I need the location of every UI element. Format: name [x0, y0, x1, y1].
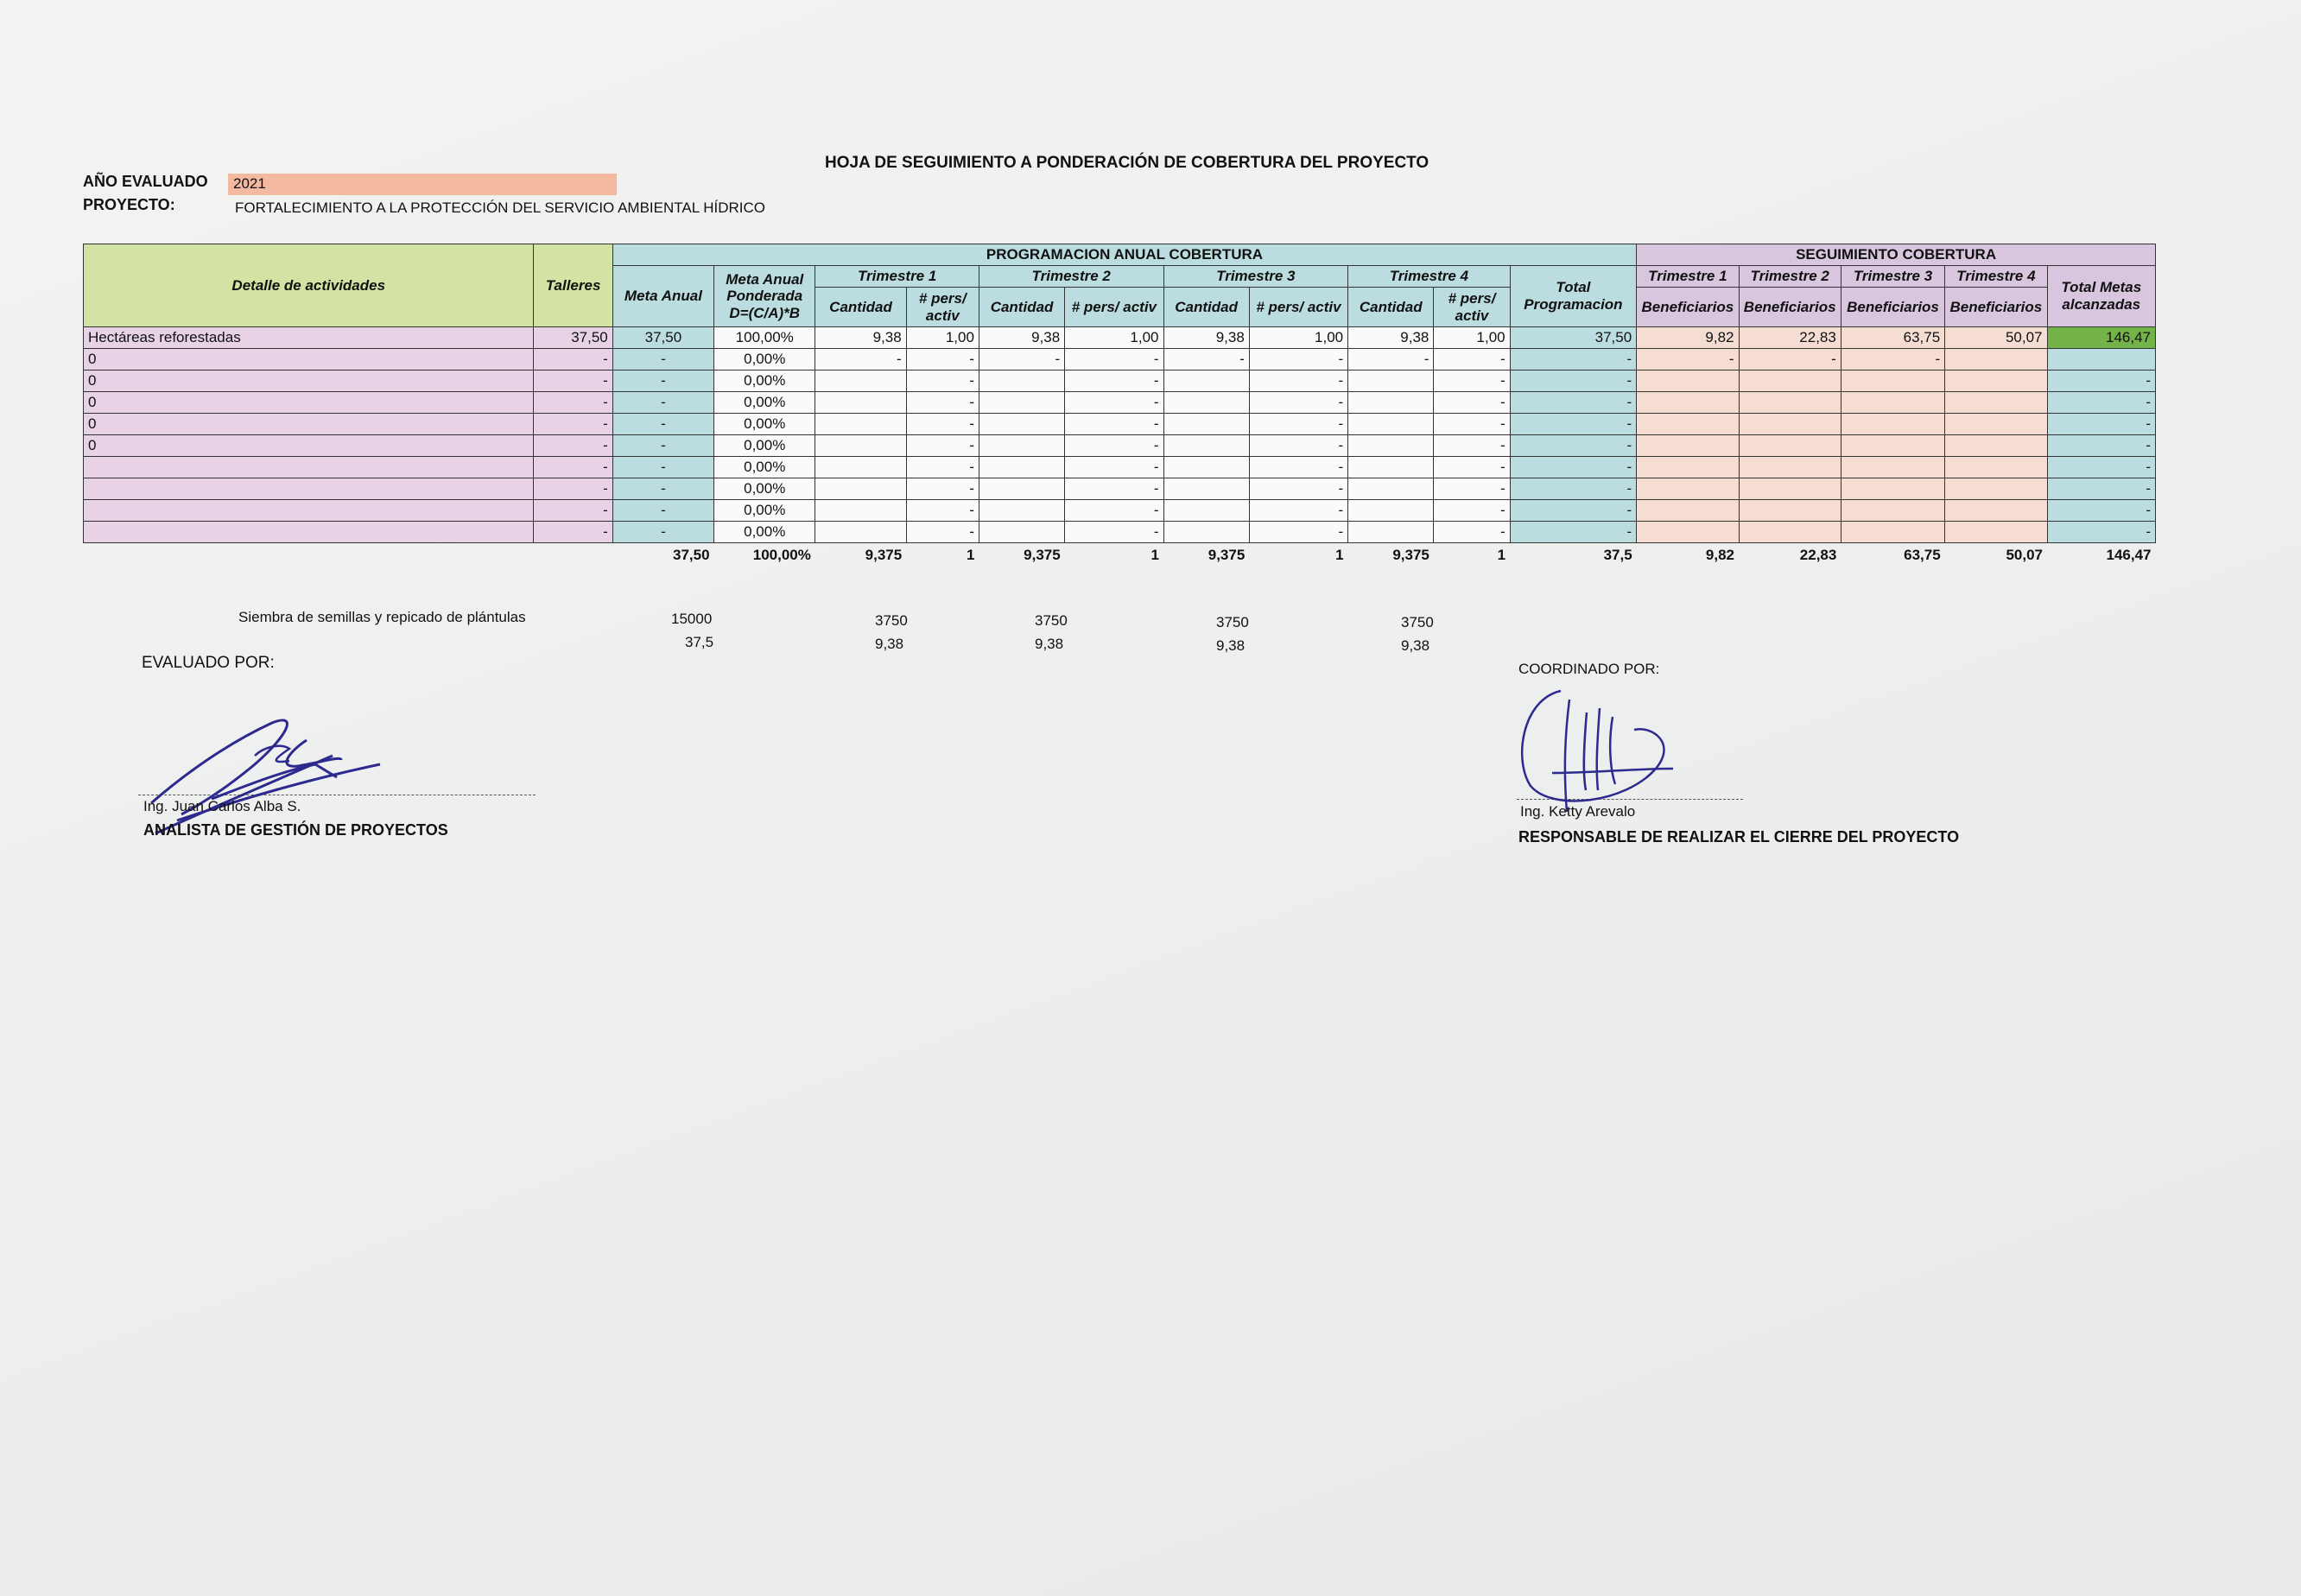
- cell-talleres: -: [534, 522, 612, 543]
- cell-seg-q4: [1945, 392, 2047, 414]
- evaluado-label: EVALUADO POR:: [142, 654, 275, 672]
- cell-seg-q1: [1637, 392, 1739, 414]
- cell-q3-cantidad: [1163, 457, 1249, 478]
- cell-talleres: -: [534, 435, 612, 457]
- evaluado-name: Ing. Juan Carlos Alba S.: [143, 798, 301, 814]
- total-q3-pers: 1: [1335, 547, 1344, 563]
- cell-seg-q2: [1739, 435, 1841, 457]
- cell-talleres: -: [534, 478, 612, 500]
- cell-q1-pers: -: [906, 500, 979, 522]
- year-highlight: [228, 174, 617, 195]
- cell-q4-cantidad: [1348, 392, 1434, 414]
- header-cantidad: Cantidad: [979, 288, 1064, 327]
- cell-total-metas: -: [2047, 435, 2155, 457]
- table-row: [84, 457, 2156, 478]
- cell-seg-q2: 22,83: [1739, 327, 1841, 349]
- cell-seg-q2: -: [1739, 349, 1841, 370]
- cell-total-programacion: -: [1510, 370, 1637, 392]
- cell-seg-q4: [1945, 349, 2047, 370]
- cell-q1-cantidad: -: [815, 349, 906, 370]
- header-pers: # pers/ activ: [1434, 288, 1510, 327]
- coverage-table: [83, 244, 2156, 567]
- cell-seg-q2: [1739, 500, 1841, 522]
- cell-q1-pers: -: [906, 522, 979, 543]
- cell-detalle: 0: [84, 414, 534, 435]
- total-seg-q2: 22,83: [1799, 547, 1837, 563]
- cell-meta-anual: -: [612, 414, 713, 435]
- header-seg-q1: Trimestre 1: [1637, 266, 1739, 288]
- header-total-metas: Total Metas alcanzadas: [2047, 266, 2155, 327]
- header-q3: Trimestre 3: [1163, 266, 1348, 288]
- cell-talleres: -: [534, 370, 612, 392]
- table-row: [84, 414, 2156, 435]
- header-beneficiarios: Beneficiarios: [1945, 288, 2047, 327]
- cell-q4-pers: -: [1434, 500, 1510, 522]
- cell-talleres: -: [534, 500, 612, 522]
- cell-q1-pers: -: [906, 349, 979, 370]
- header-seguimiento: SEGUIMIENTO COBERTURA: [1637, 244, 2156, 266]
- total-detalle: [84, 543, 534, 568]
- total-total-programacion: 37,5: [1603, 547, 1632, 563]
- cell-meta-anual: -: [612, 522, 713, 543]
- coordinado-name: Ing. Ketty Arevalo: [1520, 803, 1636, 820]
- cell-talleres: -: [534, 392, 612, 414]
- cell-total-programacion: -: [1510, 522, 1637, 543]
- cell-q1-cantidad: [815, 522, 906, 543]
- cell-q3-pers: -: [1249, 500, 1347, 522]
- cell-meta-anual: -: [612, 370, 713, 392]
- project-label: PROYECTO:: [83, 196, 175, 213]
- cell-meta-ponderada: 0,00%: [714, 370, 815, 392]
- cell-detalle: 0: [84, 435, 534, 457]
- cell-detalle: [84, 500, 534, 522]
- cell-meta-ponderada: 0,00%: [714, 392, 815, 414]
- total-q1-cantidad: 9,375: [865, 547, 903, 563]
- cell-total-metas: -: [2047, 414, 2155, 435]
- total-q4-pers: 1: [1497, 547, 1506, 563]
- cell-q3-pers: -: [1249, 370, 1347, 392]
- cell-seg-q2: [1739, 478, 1841, 500]
- cell-talleres: 37,50: [534, 327, 612, 349]
- cell-q1-cantidad: 9,38: [815, 327, 906, 349]
- cell-q2-cantidad: [979, 414, 1064, 435]
- cell-q2-pers: -: [1065, 478, 1163, 500]
- cell-q2-cantidad: [979, 370, 1064, 392]
- cell-detalle: 0: [84, 392, 534, 414]
- cell-total-metas: -: [2047, 370, 2155, 392]
- header-programacion: PROGRAMACION ANUAL COBERTURA: [612, 244, 1636, 266]
- cell-q1-cantidad: [815, 435, 906, 457]
- cell-seg-q3: [1841, 522, 1944, 543]
- cell-total-programacion: -: [1510, 457, 1637, 478]
- cell-seg-q1: [1637, 478, 1739, 500]
- cell-q4-cantidad: -: [1348, 349, 1434, 370]
- cell-detalle: Hectáreas reforestadas: [84, 327, 534, 349]
- cell-q2-cantidad: -: [979, 349, 1064, 370]
- cell-seg-q3: 63,75: [1841, 327, 1944, 349]
- total-q2-pers: 1: [1150, 547, 1160, 563]
- cell-meta-anual: -: [612, 392, 713, 414]
- header-pers: # pers/ activ: [1065, 288, 1163, 327]
- cell-q4-cantidad: [1348, 478, 1434, 500]
- table-row: [84, 370, 2156, 392]
- cell-seg-q3: [1841, 414, 1944, 435]
- cell-total-programacion: -: [1510, 414, 1637, 435]
- cell-meta-ponderada: 0,00%: [714, 522, 815, 543]
- header-cantidad: Cantidad: [1163, 288, 1249, 327]
- header-meta-ponderada: Meta Anual Ponderada D=(C/A)*B: [714, 266, 815, 327]
- cell-seg-q4: 50,07: [1945, 327, 2047, 349]
- cell-seg-q2: [1739, 457, 1841, 478]
- header-pers: # pers/ activ: [1249, 288, 1347, 327]
- cell-detalle: 0: [84, 349, 534, 370]
- table-row: [84, 392, 2156, 414]
- cell-q4-cantidad: [1348, 370, 1434, 392]
- cell-meta-ponderada: 0,00%: [714, 349, 815, 370]
- header-detalle: Detalle de actividades: [84, 244, 534, 327]
- cell-total-metas: -: [2047, 478, 2155, 500]
- cell-meta-ponderada: 0,00%: [714, 478, 815, 500]
- header-pers: # pers/ activ: [906, 288, 979, 327]
- cell-q3-cantidad: [1163, 522, 1249, 543]
- extra-meta-bottom: 37,5: [685, 634, 714, 650]
- extra-q1-top: 3750: [875, 612, 908, 629]
- cell-meta-anual: -: [612, 349, 713, 370]
- cell-q2-pers: -: [1065, 435, 1163, 457]
- cell-q1-cantidad: [815, 370, 906, 392]
- total-seg-q1: 9,82: [1705, 547, 1735, 563]
- cell-q2-cantidad: [979, 457, 1064, 478]
- cell-q3-pers: 1,00: [1249, 327, 1347, 349]
- header-beneficiarios: Beneficiarios: [1841, 288, 1944, 327]
- cell-q2-pers: 1,00: [1065, 327, 1163, 349]
- cell-q3-cantidad: [1163, 414, 1249, 435]
- cell-q4-pers: -: [1434, 435, 1510, 457]
- cell-q3-cantidad: 9,38: [1163, 327, 1249, 349]
- cell-seg-q3: [1841, 435, 1944, 457]
- cell-q4-cantidad: [1348, 500, 1434, 522]
- cell-q2-cantidad: [979, 392, 1064, 414]
- cell-q4-pers: -: [1434, 370, 1510, 392]
- cell-q2-cantidad: [979, 478, 1064, 500]
- cell-detalle: [84, 522, 534, 543]
- cell-q4-pers: 1,00: [1434, 327, 1510, 349]
- total-talleres: [534, 543, 612, 568]
- cell-q4-pers: -: [1434, 457, 1510, 478]
- table-row: [84, 478, 2156, 500]
- cell-q2-pers: -: [1065, 522, 1163, 543]
- cell-q2-pers: -: [1065, 370, 1163, 392]
- cell-talleres: -: [534, 457, 612, 478]
- table-row: [84, 522, 2156, 543]
- header-beneficiarios: Beneficiarios: [1739, 288, 1841, 327]
- cell-seg-q3: [1841, 457, 1944, 478]
- cell-seg-q3: [1841, 500, 1944, 522]
- cell-total-programacion: -: [1510, 435, 1637, 457]
- cell-total-programacion: -: [1510, 500, 1637, 522]
- cell-q2-cantidad: [979, 435, 1064, 457]
- coordinado-role: RESPONSABLE DE REALIZAR EL CIERRE DEL PROYECTO: [1518, 828, 1960, 846]
- extra-q3-bottom: 9,38: [1216, 637, 1246, 654]
- table-row: [84, 327, 2156, 349]
- cell-q4-cantidad: [1348, 522, 1434, 543]
- cell-q3-cantidad: [1163, 370, 1249, 392]
- header-seg-q2: Trimestre 2: [1739, 266, 1841, 288]
- total-q1-pers: 1: [966, 547, 975, 563]
- cell-q1-cantidad: [815, 392, 906, 414]
- cell-q1-pers: -: [906, 414, 979, 435]
- cell-seg-q1: [1637, 370, 1739, 392]
- cell-seg-q4: [1945, 457, 2047, 478]
- cell-detalle: 0: [84, 370, 534, 392]
- extra-q1-bottom: 9,38: [875, 636, 904, 652]
- cell-seg-q1: [1637, 522, 1739, 543]
- cell-seg-q4: [1945, 370, 2047, 392]
- cell-meta-anual: -: [612, 500, 713, 522]
- cell-meta-ponderada: 0,00%: [714, 414, 815, 435]
- cell-seg-q2: [1739, 392, 1841, 414]
- extra-label: Siembra de semillas y repicado de plántulas: [238, 609, 526, 625]
- cell-detalle: [84, 457, 534, 478]
- header-cantidad: Cantidad: [1348, 288, 1434, 327]
- cell-q4-pers: -: [1434, 522, 1510, 543]
- cell-q3-pers: -: [1249, 457, 1347, 478]
- cell-meta-anual: -: [612, 435, 713, 457]
- total-meta-anual: 37,50: [673, 547, 710, 563]
- evaluado-role: ANALISTA DE GESTIÓN DE PROYECTOS: [143, 821, 448, 839]
- cell-meta-anual: -: [612, 457, 713, 478]
- totals-row: [84, 543, 2156, 568]
- cell-seg-q2: [1739, 370, 1841, 392]
- cell-total-programacion: 37,50: [1510, 327, 1637, 349]
- cell-q3-pers: -: [1249, 392, 1347, 414]
- total-seg-q3: 63,75: [1904, 547, 1941, 563]
- cell-q4-cantidad: [1348, 435, 1434, 457]
- cell-detalle: [84, 478, 534, 500]
- header-q4: Trimestre 4: [1348, 266, 1511, 288]
- cell-seg-q2: [1739, 522, 1841, 543]
- cell-q1-pers: -: [906, 435, 979, 457]
- header-cantidad: Cantidad: [815, 288, 906, 327]
- cell-total-metas: -: [2047, 392, 2155, 414]
- cell-q1-cantidad: [815, 500, 906, 522]
- cell-seg-q1: [1637, 435, 1739, 457]
- cell-seg-q3: [1841, 392, 1944, 414]
- header-meta-anual: Meta Anual: [612, 266, 713, 327]
- cell-q2-cantidad: 9,38: [979, 327, 1064, 349]
- cell-meta-ponderada: 0,00%: [714, 435, 815, 457]
- cell-q2-cantidad: [979, 500, 1064, 522]
- cell-q4-pers: -: [1434, 478, 1510, 500]
- cell-seg-q1: [1637, 500, 1739, 522]
- cell-q3-cantidad: [1163, 478, 1249, 500]
- cell-q2-pers: -: [1065, 349, 1163, 370]
- extra-q4-top: 3750: [1401, 614, 1434, 630]
- coordinado-label: COORDINADO POR:: [1518, 661, 1660, 677]
- cell-seg-q3: -: [1841, 349, 1944, 370]
- total-q3-cantidad: 9,375: [1208, 547, 1246, 563]
- cell-seg-q4: [1945, 478, 2047, 500]
- total-q2-cantidad: 9,375: [1024, 547, 1061, 563]
- cell-q3-pers: -: [1249, 349, 1347, 370]
- year-value: 2021: [233, 175, 266, 192]
- cell-total-programacion: -: [1510, 392, 1637, 414]
- header-beneficiarios: Beneficiarios: [1637, 288, 1739, 327]
- cell-q1-pers: -: [906, 392, 979, 414]
- header-talleres: Talleres: [534, 244, 612, 327]
- cell-total-metas: -: [2047, 522, 2155, 543]
- table-row: [84, 500, 2156, 522]
- cell-q3-pers: -: [1249, 435, 1347, 457]
- cell-seg-q4: [1945, 414, 2047, 435]
- total-total-metas: 146,47: [2106, 547, 2152, 563]
- cell-seg-q4: [1945, 435, 2047, 457]
- extra-q4-bottom: 9,38: [1401, 637, 1430, 654]
- cell-q1-pers: -: [906, 370, 979, 392]
- extra-q2-bottom: 9,38: [1035, 636, 1064, 652]
- total-meta-ponderada: 100,00%: [752, 547, 811, 563]
- cell-seg-q1: [1637, 457, 1739, 478]
- cell-q4-pers: -: [1434, 414, 1510, 435]
- cell-q4-cantidad: [1348, 457, 1434, 478]
- cell-q2-pers: -: [1065, 392, 1163, 414]
- cell-q4-cantidad: 9,38: [1348, 327, 1434, 349]
- cell-q3-cantidad: -: [1163, 349, 1249, 370]
- cell-meta-ponderada: 100,00%: [714, 327, 815, 349]
- cell-q1-cantidad: [815, 457, 906, 478]
- cell-q4-pers: -: [1434, 392, 1510, 414]
- cell-q4-pers: -: [1434, 349, 1510, 370]
- cell-total-metas: -: [2047, 457, 2155, 478]
- extra-q2-top: 3750: [1035, 612, 1068, 629]
- total-seg-q4: 50,07: [2006, 547, 2044, 563]
- cell-seg-q2: [1739, 414, 1841, 435]
- cell-q1-pers: -: [906, 478, 979, 500]
- cell-q2-pers: -: [1065, 500, 1163, 522]
- document-title: HOJA DE SEGUIMIENTO A PONDERACIÓN DE COBERTURA DEL PROYECTO: [825, 154, 1429, 172]
- cell-seg-q3: [1841, 478, 1944, 500]
- cell-total-metas: 146,47: [2047, 327, 2155, 349]
- cell-meta-ponderada: 0,00%: [714, 457, 815, 478]
- cell-q3-pers: -: [1249, 478, 1347, 500]
- cell-talleres: -: [534, 414, 612, 435]
- cell-q1-cantidad: [815, 478, 906, 500]
- extra-meta-top: 15000: [671, 611, 713, 627]
- cell-seg-q3: [1841, 370, 1944, 392]
- header-q1: Trimestre 1: [815, 266, 979, 288]
- cell-q3-cantidad: [1163, 500, 1249, 522]
- table-row: [84, 349, 2156, 370]
- cell-q2-pers: -: [1065, 414, 1163, 435]
- cell-meta-anual: -: [612, 478, 713, 500]
- header-seg-q3: Trimestre 3: [1841, 266, 1944, 288]
- cell-total-metas: -: [2047, 500, 2155, 522]
- cell-q1-pers: -: [906, 457, 979, 478]
- cell-q4-cantidad: [1348, 414, 1434, 435]
- header-q2: Trimestre 2: [979, 266, 1163, 288]
- cell-meta-ponderada: 0,00%: [714, 500, 815, 522]
- cell-total-metas: [2047, 349, 2155, 370]
- cell-seg-q4: [1945, 522, 2047, 543]
- project-value: FORTALECIMIENTO A LA PROTECCIÓN DEL SERVICIO AMBIENTAL HÍDRICO: [235, 200, 766, 216]
- cell-q3-pers: -: [1249, 522, 1347, 543]
- extra-q3-top: 3750: [1216, 614, 1249, 630]
- cell-q2-pers: -: [1065, 457, 1163, 478]
- cell-q3-cantidad: [1163, 435, 1249, 457]
- header-total-programacion: Total Programacion: [1510, 266, 1637, 327]
- header-seg-q4: Trimestre 4: [1945, 266, 2047, 288]
- cell-seg-q1: [1637, 414, 1739, 435]
- cell-q2-cantidad: [979, 522, 1064, 543]
- year-label: AÑO EVALUADO: [83, 173, 208, 190]
- table-row: [84, 435, 2156, 457]
- cell-total-programacion: -: [1510, 478, 1637, 500]
- cell-seg-q1: 9,82: [1637, 327, 1739, 349]
- cell-talleres: -: [534, 349, 612, 370]
- cell-q1-cantidad: [815, 414, 906, 435]
- cell-q1-pers: 1,00: [906, 327, 979, 349]
- cell-meta-anual: 37,50: [612, 327, 713, 349]
- cell-seg-q1: -: [1637, 349, 1739, 370]
- cell-q3-pers: -: [1249, 414, 1347, 435]
- total-q4-cantidad: 9,375: [1392, 547, 1429, 563]
- cell-q3-cantidad: [1163, 392, 1249, 414]
- cell-total-programacion: -: [1510, 349, 1637, 370]
- cell-seg-q4: [1945, 500, 2047, 522]
